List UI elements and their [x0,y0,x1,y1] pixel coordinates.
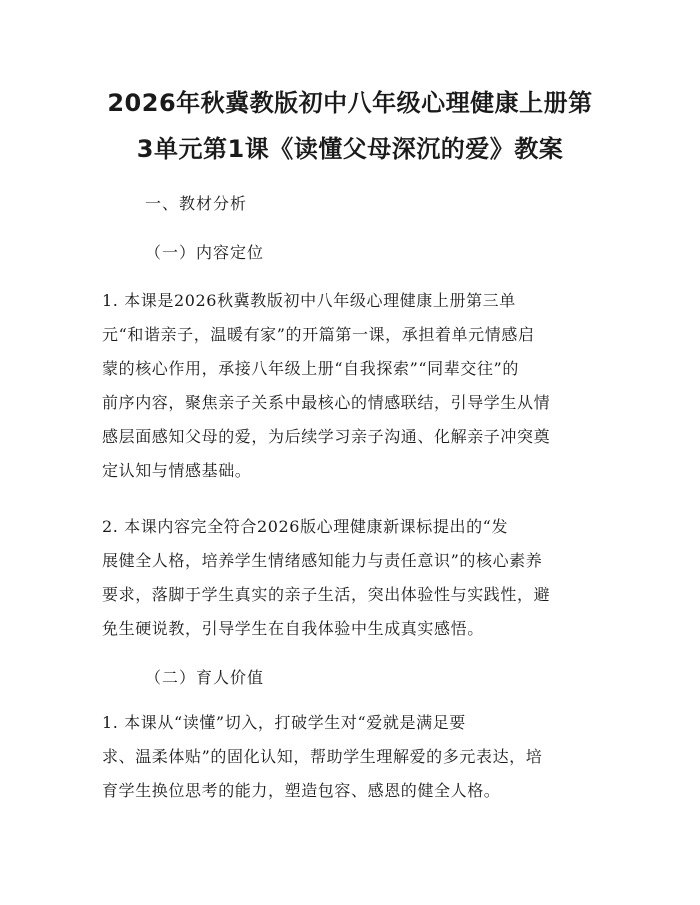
document-title-line-2: 3单元第1课《读懂父母深沉的爱》教案 [136,135,564,163]
paragraph-line: 1. 本课从“读懂”切入，打破学生对“爱就是满足要 [102,713,466,732]
paragraph-line: 前序内容，聚焦亲子关系中最核心的情感联结，引导学生从情 [102,393,551,412]
paragraph-educational-value-1 [102,706,602,808]
section-heading-textbook-analysis: 一、教材分析 [145,194,248,213]
paragraph-line: 2. 本课内容完全符合2026版心理健康新课标提出的“发 [102,517,509,536]
paragraph-line: 育学生换位思考的能力，塑造包容、感恩的健全人格。 [102,781,501,800]
paragraph-line: 感层面感知父母的爱，为后续学习亲子沟通、化解亲子冲突奠 [102,427,551,446]
paragraph-content-positioning-2 [102,510,602,646]
subsection-heading-educational-value: （二）育人价值 [145,668,265,687]
paragraph-line: 免生硬说教，引导学生在自我体验中生成真实感悟。 [102,619,484,638]
paragraph-line: 1. 本课是2026秋冀教版初中八年级心理健康上册第三单 [102,291,516,310]
document-title-line-1: 2026年秋冀教版初中八年级心理健康上册第 [107,89,593,117]
paragraph-content-positioning-1 [102,284,602,488]
paragraph-line: 要求，落脚于学生真实的亲子生活，突出体验性与实践性，避 [102,585,551,604]
paragraph-line: 求、温柔体贴”的固化认知，帮助学生理解爱的多元表达，培 [102,747,543,766]
paragraph-line: 蒙的核心作用，承接八年级上册“自我探索”“同辈交往”的 [102,359,519,378]
subsection-heading-content-positioning: （一）内容定位 [145,243,265,262]
paragraph-line: 定认知与情感基础。 [102,461,252,480]
paragraph-line: 展健全人格，培养学生情绪感知能力与责任意识”的核心素养 [102,551,543,570]
paragraph-line: 元“和谐亲子，温暖有家”的开篇第一课，承担着单元情感启 [102,325,535,344]
